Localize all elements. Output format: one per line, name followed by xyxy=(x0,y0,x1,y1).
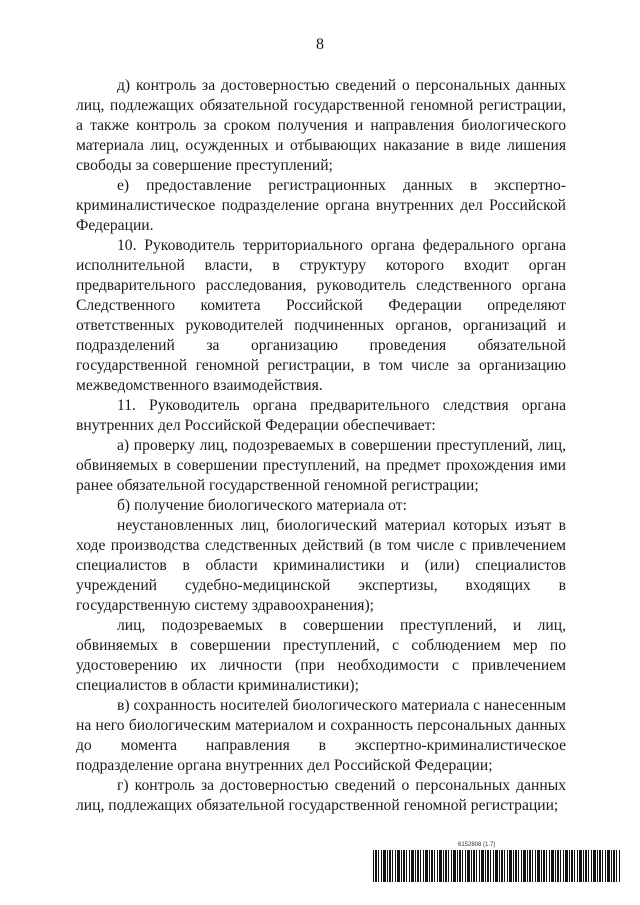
paragraph-e-registration-data: е) предоставление регистрационных данных в экспертно-криминалистическое подразделение органа внутренних дел Российской Федерации. xyxy=(76,177,566,234)
paragraph-v-storage-carriers: в) сохранность носителей биологического материала с нанесенным на него биологическим материалом и сохранность персональных данных до момента направления в экспертно-криминалистическое подразделение органа внутренних дел Российской Федерации; xyxy=(76,697,566,774)
paragraph-d-control-personal-data: д) контроль за достоверностью сведений о персональных данных лиц, подлежащих обязательной государственной геномной регистрации, а также контроль за сроком получения и направления биологического материала лиц, осужденных и отбывающих наказание в виде лишения свободы за совершение преступлений; xyxy=(76,77,566,174)
document-body xyxy=(76,76,566,816)
paragraph-unidentified-persons: неустановленных лиц, биологический материал которых изъят в ходе производства следственных действий (в том числе с привлечением специалистов в области криминалистики и (или) специалистов учреждений судебно-медицинской экспертизы, входящих в государственную систему здравоохранения); xyxy=(76,517,566,614)
paragraph-suspected-persons: лиц, подозреваемых в совершении преступлений, и лиц, обвиняемых в совершении преступлений, с соблюдением мер по удостоверению их личности (при необходимости с привлечением специалистов в области криминалистики); xyxy=(76,617,566,694)
paragraph-a-check-persons: а) проверку лиц, подозреваемых в совершении преступлений, лиц, обвиняемых в совершении преступлений, на предмет прохождения ими ранее обязательной государственной геномной регистрации; xyxy=(76,437,566,494)
barcode-caption: 6152808 (1.7) xyxy=(458,842,496,848)
paragraph-b-biological-material: б) получение биологического материала от: xyxy=(117,497,407,514)
paragraph-g-control-personal-data: г) контроль за достоверностью сведений о персональных данных лиц, подлежащих обязательной государственной геномной регистрации; xyxy=(76,777,566,814)
page-number: 8 xyxy=(316,36,324,53)
paragraph-11-head-investigation-body: 11. Руководитель органа предварительного следствия органа внутренних дел Российской Федерации обеспечивает: xyxy=(76,397,566,434)
barcode-image xyxy=(373,850,621,882)
paragraph-10-head-territorial-body: 10. Руководитель территориального органа федерального органа исполнительной власти, в структуру которого входит орган предварительного расследования, руководитель следственного органа Следственного комитета Российской Федерации определяют ответственных руководителей подчиненных органов, организаций и подразделений за организацию проведения обязательной государственной геномной регистрации, в том числе за организацию межведомственного взаимодействия. xyxy=(76,237,566,394)
